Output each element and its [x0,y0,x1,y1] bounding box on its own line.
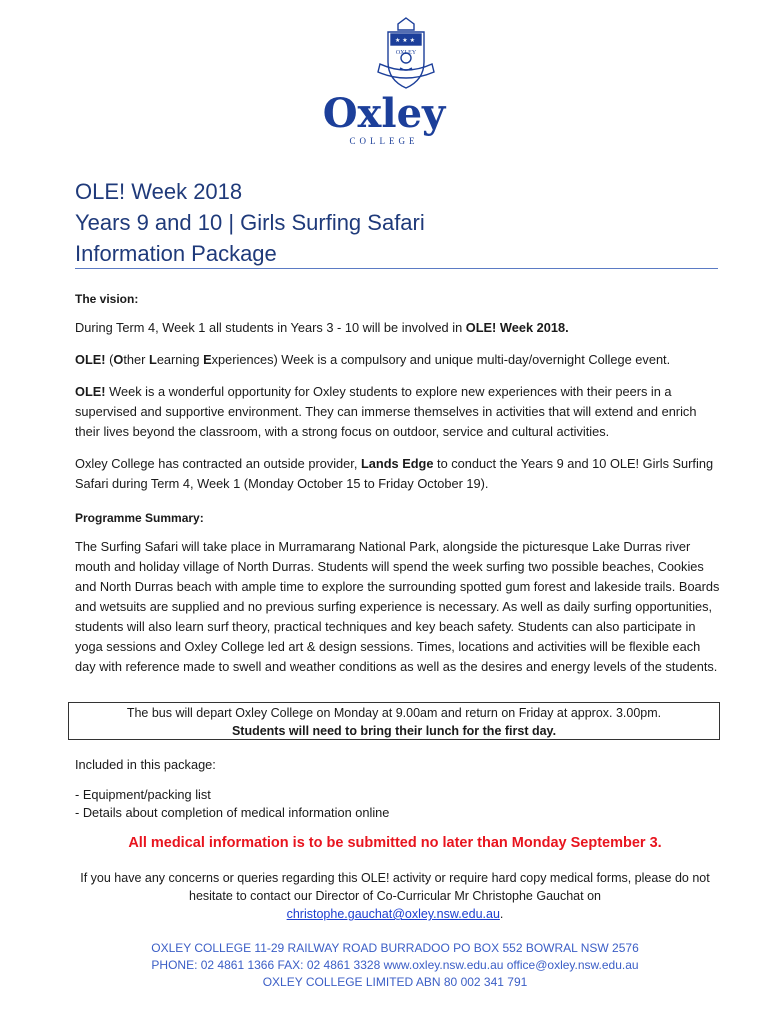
paragraph-term4-text: During Term 4, Week 1 all students in Years 3 - 10 will be involved in [75,320,466,335]
document-title [75,176,725,269]
paragraph-provider [75,454,723,494]
programme-summary-text: The Surfing Safari will take place in Murramarang National Park, alongside the picturesque Lake Durras river mouth and holiday village of North Durras. Students will spend the week surfing two possible beaches, Cookies and North Durras beach with ample time to explore the surrounding spotted gum forest and lakeside trails. Boards and wetsuits are supplied and no previous surfing experience is necessary. As well as daily surfing opportunities, students will also learn surf theory, practical techniques and key beach safety. Students can also participate in yoga sessions and Oxley College led art & design sessions. Times, locations and activities will be flexible each day with reference made to swell and weather conditions as well as the desires and energy levels of the students. [75,539,720,674]
paragraph-opportunity-text: Week is a wonderful opportunity for Oxley students to explore new experiences with their peers in a supervised and supportive environment. They can immerse themselves in activities that will extend and enrich their lives beyond the classroom, with a strong focus on outdoor, service and cultural activities. [75,384,697,439]
ole-xperiences: xperiences) Week is a compulsory and unique multi-day/overnight College event. [211,352,671,367]
contact-end: . [499,907,504,921]
contact-text: If you have any concerns or queries regarding this OLE! activity or require hard copy medical forms, please do not hesitate to contact our Director of Co-Curricular Mr Christophe Gauchat on [80,871,710,903]
included-item: - Equipment/packing list [75,787,211,802]
ole-earning: earning [156,352,204,367]
included-item: - Details about completion of medical information online [75,805,390,820]
ole-letter-l: L [148,352,157,367]
provider-name: Lands Edge [360,456,434,471]
medical-deadline-notice: All medical information is to be submitted no later than Monday September 3. [128,835,662,851]
crest-banner-text: OXLEY [395,50,417,56]
programme-summary-heading: Programme Summary: [75,511,204,525]
provider-after: to conduct the Years 9 and 10 OLE! Girls Surfing Safari during Term 4, Week 1 (Monday October 15 to Friday October 19). [75,456,714,491]
title-line-1: OLE! Week 2018 [75,179,243,204]
bus-departure-line: The bus will depart Oxley College on Monday at 9.00am and return on Friday at approx. 3.00pm. [126,706,662,720]
bus-departure-notice [68,702,720,740]
included-heading: Included in this package: [75,757,216,772]
footer-contact: PHONE: 02 4861 1366 FAX: 02 4861 3328 www.oxley.nsw.edu.au office@oxley.nsw.edu.au [151,958,639,972]
ole-letter-o: O [113,352,124,367]
contact-email-link[interactable]: christophe.gauchat@oxley.nsw.edu.au [286,907,500,921]
paragraph-term4 [75,318,723,338]
title-divider [75,268,718,269]
college-wordmark: Oxley [322,90,446,137]
paragraph-opportunity [75,382,723,442]
lunch-notice: Students will need to bring their lunch for the first day. [231,724,557,738]
footer-address: OXLEY COLLEGE 11-29 RAILWAY ROAD BURRADOO PO BOX 552 BOWRAL NSW 2576 [151,941,639,955]
ole-letter-e: E [203,352,212,367]
page-footer [75,940,715,991]
ole-ther: ther [123,352,149,367]
paragraph-ole-definition [75,350,723,370]
ole-bold: OLE! [75,352,106,367]
contact-paragraph [75,869,715,923]
paragraph-opportunity-bold: OLE! [75,384,106,399]
svg-text:★ ★ ★: ★ ★ ★ [395,37,415,44]
title-line-2: Years 9 and 10 | Girls Surfing Safari [75,210,425,235]
title-line-3: Information Package [75,241,277,266]
ole-open-paren: ( [105,352,114,367]
college-wordmark-subtitle: COLLEGE [349,136,419,146]
college-crest-logo [366,14,446,94]
provider-before: Oxley College has contracted an outside provider, [75,456,361,471]
paragraph-term4-bold: OLE! Week 2018. [465,320,569,335]
footer-abn: OXLEY COLLEGE LIMITED ABN 80 002 341 791 [262,975,528,989]
vision-heading: The vision: [75,292,139,306]
